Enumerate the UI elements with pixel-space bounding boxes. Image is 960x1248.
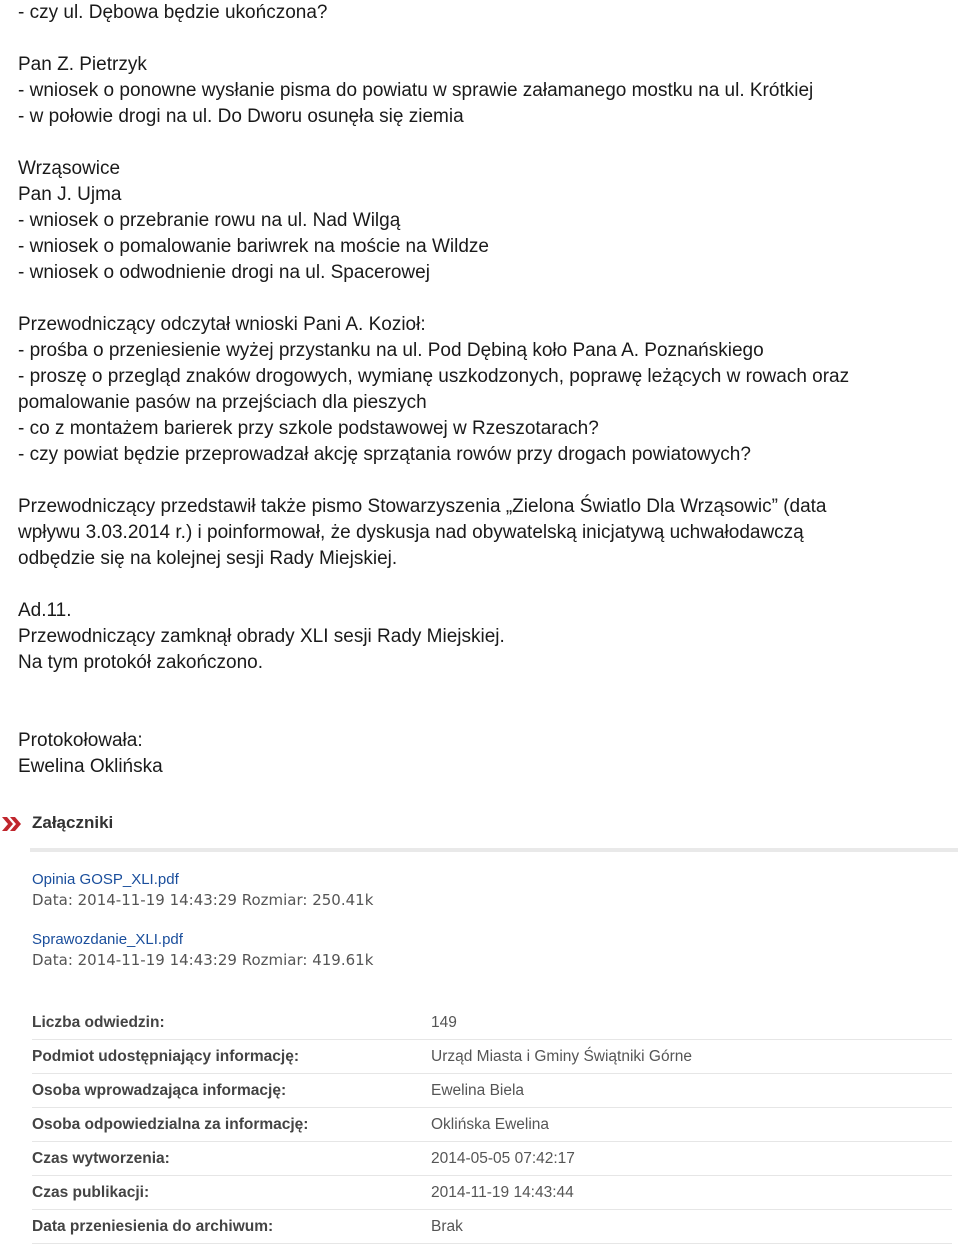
attachment-item xyxy=(32,930,932,970)
metadata-row xyxy=(32,1006,952,1040)
signature-label: Protokołowała: xyxy=(18,730,143,751)
text-line: Przewodniczący odczytał wnioski Pani A. Kozioł: xyxy=(18,314,426,335)
metadata-value: Brak xyxy=(431,1210,952,1244)
metadata-value: 149 xyxy=(431,1006,952,1040)
metadata-label: Liczba odwiedzin: xyxy=(32,1006,431,1040)
metadata-label: Czas publikacji: xyxy=(32,1176,431,1210)
text-line: Przewodniczący przedstawił także pismo Stowarzyszenia „Zielona Światlo Dla Wrząsowic” (data xyxy=(18,496,827,517)
metadata-value: Ewelina Biela xyxy=(431,1074,952,1108)
text-line: - prośba o przeniesienie wyżej przystanku na ul. Pod Dębiną koło Pana A. Poznańskiego xyxy=(18,340,764,361)
metadata-row xyxy=(32,1176,952,1210)
text-line: - w połowie drogi na ul. Do Dworu osunęła się ziemia xyxy=(18,106,464,127)
signature-name: Ewelina Oklińska xyxy=(18,756,163,777)
metadata-value: Urząd Miasta i Gminy Świątniki Górne xyxy=(431,1040,952,1074)
attachment-meta: Data: 2014-11-19 14:43:29 Rozmiar: 250.41k xyxy=(32,891,374,909)
text-line: Przewodniczący zamknął obrady XLI sesji Rady Miejskiej. xyxy=(18,626,505,647)
metadata-value: Oklińska Ewelina xyxy=(431,1108,952,1142)
text-line: pomalowanie pasów na przejściach dla pieszych xyxy=(18,392,427,413)
text-line: Pan Z. Pietrzyk xyxy=(18,54,147,75)
text-line: Na tym protokół zakończono. xyxy=(18,652,264,673)
document-body xyxy=(18,0,953,780)
metadata-label: Data przeniesienia do archiwum: xyxy=(32,1210,431,1244)
attachments-header xyxy=(0,810,960,842)
attachments-title: Załączniki xyxy=(32,813,114,832)
metadata-value: 2014-05-05 07:42:17 xyxy=(431,1142,952,1176)
text-line: odbędzie się na kolejnej sesji Rady Miejskiej. xyxy=(18,548,398,569)
metadata-label: Podmiot udostępniający informację: xyxy=(32,1040,431,1074)
text-line: - czy ul. Dębowa będzie ukończona? xyxy=(18,2,328,23)
paragraph-gap xyxy=(18,130,953,156)
text-line: Ad.11. xyxy=(18,600,72,621)
metadata-label: Osoba odpowiedzialna za informację: xyxy=(32,1108,431,1142)
paragraph-gap xyxy=(18,26,953,52)
paragraph-gap xyxy=(18,468,953,494)
text-line: - wniosek o ponowne wysłanie pisma do powiatu w sprawie załamanego mostku na ul. Krótkiej xyxy=(18,80,814,101)
metadata-row xyxy=(32,1108,952,1142)
metadata-row xyxy=(32,1210,952,1244)
attachment-item xyxy=(32,870,932,910)
metadata-label: Osoba wprowadzająca informację: xyxy=(32,1074,431,1108)
text-line: - proszę o przegląd znaków drogowych, wymianę uszkodzonych, poprawę leżących w rowach oraz xyxy=(18,366,850,387)
attachment-link[interactable]: Opinia GOSP_XLI.pdf xyxy=(32,871,179,888)
text-line: - co z montażem barierek przy szkole podstawowej w Rzeszotarach? xyxy=(18,418,599,439)
attachments-section xyxy=(0,810,960,969)
attachments-list xyxy=(32,870,932,990)
attachments-divider xyxy=(30,848,958,852)
metadata-value: 2014-11-19 14:43:44 xyxy=(431,1176,952,1210)
attachment-link[interactable]: Sprawozdanie_XLI.pdf xyxy=(32,931,183,948)
paragraph-gap xyxy=(18,676,953,728)
paragraph-gap xyxy=(18,572,953,598)
attachment-meta: Data: 2014-11-19 14:43:29 Rozmiar: 419.61k xyxy=(32,951,374,969)
text-line: Wrząsowice xyxy=(18,158,121,179)
metadata-row xyxy=(32,1074,952,1108)
metadata-row xyxy=(32,1040,952,1074)
text-line: Pan J. Ujma xyxy=(18,184,122,205)
text-line: - wniosek o pomalowanie bariwrek na moście na Wildze xyxy=(18,236,489,257)
metadata-row xyxy=(32,1142,952,1176)
paragraph-gap xyxy=(18,286,953,312)
text-line: - czy powiat będzie przeprowadzał akcję sprzątania rowów przy drogach powiatowych? xyxy=(18,444,751,465)
metadata-table xyxy=(32,1006,952,1244)
text-line: wpływu 3.03.2014 r.) i poinformował, że dyskusja nad obywatelską inicjatywą uchwałodawczą xyxy=(18,522,804,543)
text-line: - wniosek o odwodnienie drogi na ul. Spacerowej xyxy=(18,262,430,283)
double-chevron-right-icon xyxy=(2,817,22,831)
metadata-label: Czas wytworzenia: xyxy=(32,1142,431,1176)
text-line: - wniosek o przebranie rowu na ul. Nad Wilgą xyxy=(18,210,401,231)
